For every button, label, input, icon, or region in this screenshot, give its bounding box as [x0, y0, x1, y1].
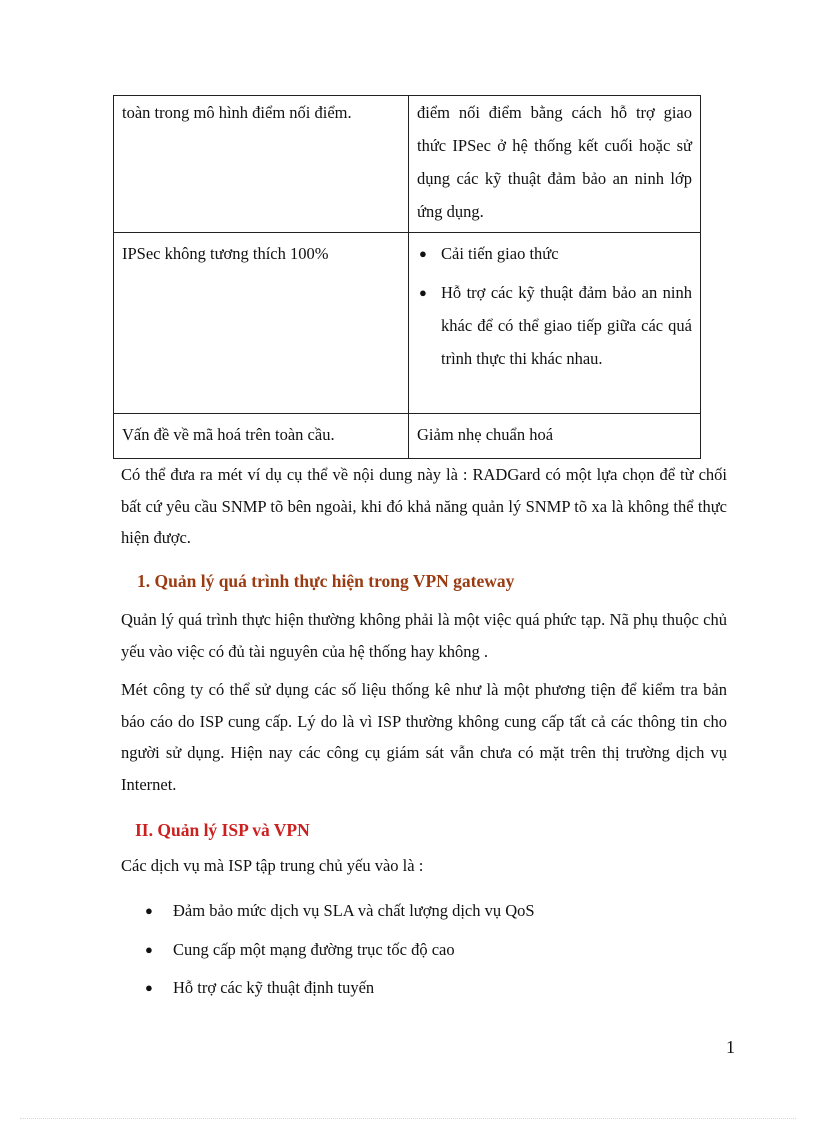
example-paragraph: Có thể đưa ra mét ví dụ cụ thể về nội dung này là : RADGard có một lựa chọn để từ chối bất cứ yêu cầu SNMP tõ bên ngoài, khi đó khả năng quản lý SNMP tõ xa là không thể thực hiện được.	[121, 465, 727, 547]
footer-divider	[20, 1118, 796, 1119]
table-row	[114, 96, 701, 233]
bullet-icon: ●	[145, 941, 153, 957]
isp-intro-paragraph: Các dịch vụ mà ISP tập trung chủ yếu vào là :	[121, 856, 424, 875]
list-item	[145, 931, 705, 970]
table-row	[114, 414, 701, 459]
solution-list	[417, 237, 692, 375]
list-item	[417, 237, 692, 270]
list-item	[145, 969, 705, 1008]
table-cell-issue: IPSec không tương thích 100%	[114, 233, 409, 414]
table-cell-solution: Giảm nhẹ chuẩn hoá	[409, 414, 701, 459]
bullet-icon: ●	[145, 980, 153, 995]
list-item	[417, 276, 692, 375]
isp-services-list	[145, 892, 705, 1008]
list-item-text: Đảm bảo mức dịch vụ SLA và chất lượng dịch vụ QoS	[173, 901, 535, 920]
list-item-text: Cung cấp một mạng đường trục tốc độ cao	[173, 939, 455, 959]
page-number: 1	[726, 1037, 735, 1057]
section-heading-isp: II. Quản lý ISP và VPN	[135, 820, 310, 840]
list-item-text: Cải tiến giao thức	[441, 244, 559, 263]
table-row	[114, 233, 701, 414]
section-heading-performance: 1. Quản lý quá trình thực hiện trong VPN gateway	[137, 571, 515, 591]
bullet-icon: ●	[419, 285, 427, 300]
table-cell-solution	[409, 233, 701, 414]
performance-paragraph-2: Mét công ty có thể sử dụng các số liệu thống kê như là một phương tiện để kiểm tra bản báo cáo do ISP cung cấp. Lý do là vì ISP thường không cung cấp tất cả các thông tin cho người sử dụng. Hiện nay các công cụ giám sát vẫn chưa có mặt trên thị trường dịch vụ Internet.	[121, 680, 727, 794]
list-item	[145, 892, 705, 931]
bullet-icon: ●	[419, 246, 427, 261]
list-item-text: Hỗ trợ các kỹ thuật định tuyến	[173, 978, 375, 997]
issues-solutions-table	[113, 95, 701, 459]
list-item-text: Hỗ trợ các kỹ thuật đảm bảo an ninh khác để có thể giao tiếp giữa các quá trình thực thi khác nhau.	[441, 283, 692, 368]
table-cell-issue: toàn trong mô hình điểm nối điểm.	[114, 96, 409, 233]
performance-paragraph-1: Quản lý quá trình thực hiện thường không phải là một việc quá phức tạp. Nã phụ thuộc chủ yếu vào việc có đủ tài nguyên của hệ thống hay không .	[121, 610, 727, 661]
table-cell-issue: Vấn đề về mã hoá trên toàn cầu.	[114, 414, 409, 459]
table-cell-solution: điểm nối điểm bằng cách hỗ trợ giao thức IPSec ở hệ thống kết cuối hoặc sử dụng các kỹ thuật đảm bảo an ninh lớp ứng dụng.	[409, 96, 701, 233]
bullet-icon: ●	[145, 903, 153, 918]
